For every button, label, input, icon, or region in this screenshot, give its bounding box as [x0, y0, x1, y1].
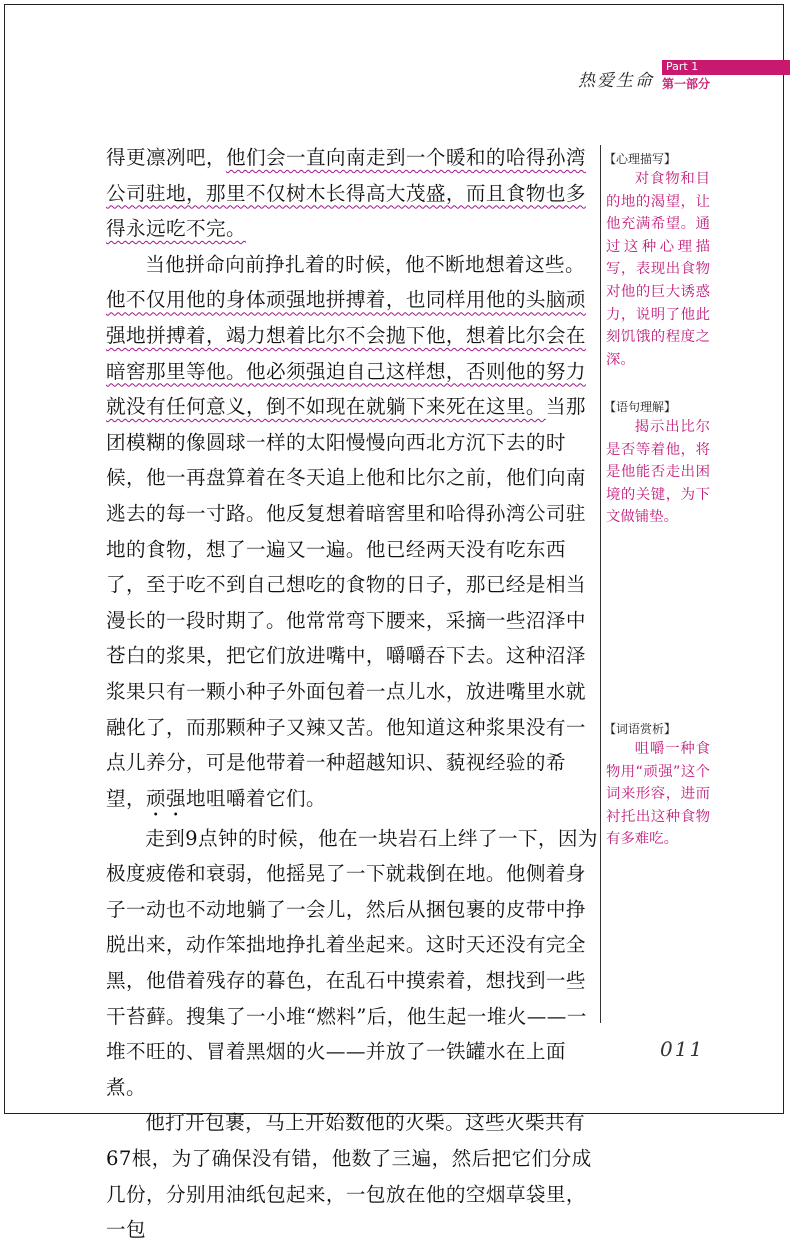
- note-word-text: 咀嚼一种食物用“顽强”这个词来形容，进而衬托出这种食物有多难吃。: [606, 741, 710, 848]
- paragraph-1-plain: 得更凛冽吧，: [106, 146, 226, 169]
- emphasized-word: 顽强: [146, 786, 186, 810]
- note-psychology: [606, 168, 710, 371]
- paragraph-1: [106, 140, 598, 247]
- main-body-text: [106, 140, 598, 1248]
- header-chapter-label: 第一部分: [662, 77, 711, 91]
- paragraph-2-underlined: 他不仅用他的身体顽强地拼搏着，也同样用他的头脑顽强地拼搏着，竭力想着比尔不会抛下他，想着比尔会在暗窖那里等他。他必须强迫自己这样想，否则他的努力就没有任何意义，倒不如现在就躺下来死在这里。: [106, 288, 586, 419]
- note-tag-sentence: 【语句理解】: [604, 400, 677, 414]
- paragraph-2: [106, 247, 598, 821]
- sidebar-divider: [600, 145, 601, 1023]
- paragraph-2-plain-start: 当他拼命向前挣扎着的时候，他不断地想着这些。: [145, 252, 586, 276]
- paragraph-2-plain-middle: 当那团模糊的像圆球一样的太阳慢慢向西北方沉下去的时候，他一再盘算着在冬天追上他和比尔之前，他们向南逃去的每一寸路。他反复想着暗窖里和哈得孙湾公司驻地的食物，想了一遍又一遍。他已经两天没有吃东西了，至于吃不到自己想吃的食物的日子，那已经是相当漫长的一段时期了。他常常弯下腰来，采摘一些沼泽中苍白的浆果，把它们放进嘴中，嚼嚼吞下去。这种沼泽浆果只有一颗小种子外面包着一点儿水，放进嘴里水就融化了，而那颗种子又辣又苦。他知道这种浆果没有一点儿养分，可是他带着一种超越知识、藐视经验的希望，: [106, 395, 586, 810]
- note-tag-word: 【词语赏析】: [604, 722, 677, 736]
- note-sentence-text: 揭示出比尔是否等着他，将是他能否走出困境的关键，为下文做铺垫。: [606, 419, 710, 526]
- paragraph-1-underlined: 他们会一直向南走到一个暖和的哈得孙湾公司驻地，那里不仅树木长得高大茂盛，而且食物也多得永远吃不完。: [106, 146, 586, 241]
- note-psychology-text: 对食物和目的地的渴望，让他充满希望。通过这种心理描写，表现出食物对他的巨大诱惑力，说明了他此刻饥饿的程度之深。: [606, 171, 710, 368]
- note-tag-psychology: 【心理描写】: [604, 152, 677, 166]
- page-number: 011: [660, 1037, 705, 1061]
- paragraph-2-plain-end: 地咀嚼着它们。: [186, 786, 326, 810]
- note-word: [606, 738, 710, 851]
- paragraph-4: 他打开包裹，马上开始数他的火柴。这些火柴共有67根，为了确保没有错，他数了三遍，然后把它们分成几份，分别用油纸包起来，一包放在他的空烟草袋里，一包: [106, 1111, 592, 1242]
- paragraph-3: 走到9点钟的时候，他在一块岩石上绊了一下，因为极度疲倦和衰弱，他摇晃了一下就栽倒在地。他侧着身子一动也不动地躺了一会儿，然后从捆包裹的皮带中挣脱出来，动作笨拙地挣扎着坐起来。这时天还没有完全黑，他借着残存的暮色，在乱石中摸索着，想找到一些干苔藓。搜集了一小堆“燃料”后，他生起一堆火——一堆不旺的、冒着黑烟的火——并放了一铁罐水在上面煮。: [106, 826, 598, 1099]
- header-part-label: Part 1: [662, 60, 790, 74]
- header-book-title: 热爱生命: [578, 71, 654, 91]
- note-sentence: [606, 416, 710, 529]
